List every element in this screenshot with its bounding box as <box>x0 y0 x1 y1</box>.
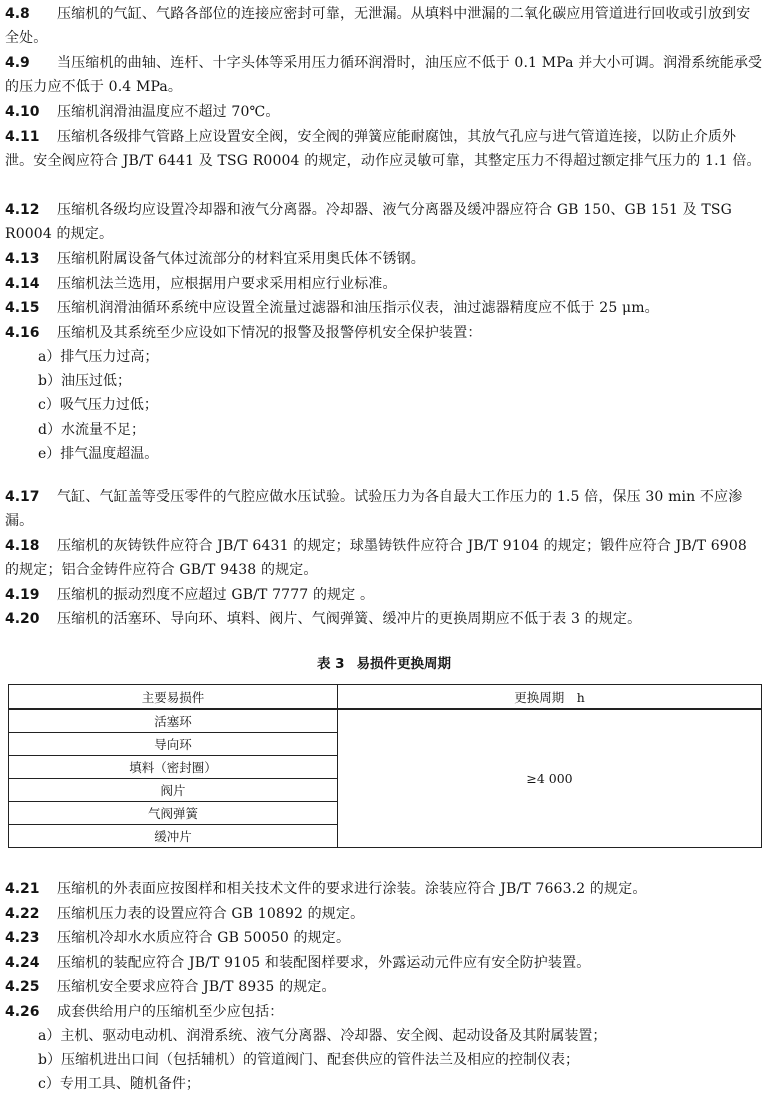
period-cell: ≥4 000 <box>338 709 762 848</box>
clause-number: 4.19 <box>5 587 40 603</box>
clause-text: 压缩机及其系统至少应设如下情况的报警及报警停机安全保护装置： <box>57 325 482 341</box>
clause-number: 4.8 <box>5 6 30 22</box>
clause-text: 压缩机冷却水水质应符合 GB 50050 的规定。 <box>57 930 351 946</box>
part-cell: 缓冲片 <box>9 825 338 848</box>
table-title <box>0 652 768 672</box>
clause-text: 压缩机的振动烈度不应超过 GB/T 7777 的规定 。 <box>57 587 375 603</box>
clause-text: 压缩机压力表的设置应符合 GB 10892 的规定。 <box>57 906 365 922</box>
clause-4-21 <box>5 877 763 901</box>
list-item: e）排气温度超温。 <box>38 445 159 462</box>
wear-parts-table <box>8 684 762 848</box>
clause-number: 4.10 <box>5 104 40 120</box>
clause-text: 压缩机各级排气管路上应设置安全阀，安全阀的弹簧应能耐腐蚀，其放气孔应与进气管道连接，以防止介质外泄。安全阀应符合 JB/T 6441 及 TSG R0004 的规定，动作应灵敏可靠，其整定压力不得超过额定排气压力的 1.1 倍。 <box>5 129 761 170</box>
clause-4-8 <box>5 2 763 50</box>
alarm-list <box>38 345 758 466</box>
clause-4-26 <box>5 1000 763 1024</box>
clause-4-18 <box>5 534 763 582</box>
clause-number: 4.14 <box>5 276 40 292</box>
clause-number: 4.18 <box>5 538 40 554</box>
list-item: d）水流量不足； <box>38 421 145 438</box>
part-cell: 阀片 <box>9 779 338 802</box>
table-number: 表 3 <box>316 656 345 672</box>
clause-text: 当压缩机的曲轴、连杆、十字头体等采用压力循环润滑时，油压应不低于 0.1 MPa 并大小可调。润滑系统能承受的压力应不低于 0.4 MPa。 <box>5 55 763 96</box>
clause-4-19 <box>5 583 763 607</box>
clause-number: 4.21 <box>5 881 40 897</box>
clause-text: 气缸、气缸盖等受压零件的气腔应做水压试验。试验压力为各自最大工作压力的 1.5 倍，保压 30 min 不应渗漏。 <box>5 489 743 530</box>
clause-number: 4.23 <box>5 930 40 946</box>
part-cell: 活塞环 <box>9 709 338 733</box>
clause-number: 4.9 <box>5 55 30 71</box>
clause-4-20 <box>5 607 763 631</box>
clause-4-12 <box>5 198 763 246</box>
clause-4-10 <box>5 100 763 124</box>
clause-4-24 <box>5 951 763 975</box>
clause-text: 压缩机的装配应符合 JB/T 9105 和装配图样要求，外露运动元件应有安全防护装置。 <box>57 955 591 971</box>
list-item: b）压缩机进出口间（包括辅机）的管道阀门、配套供应的管件法兰及相应的控制仪表； <box>38 1052 579 1069</box>
clause-4-13 <box>5 247 763 271</box>
column-header-parts: 主要易损件 <box>9 685 338 710</box>
clause-text: 压缩机润滑油温度应不超过 70℃。 <box>57 104 280 120</box>
clause-4-16 <box>5 321 763 345</box>
clause-4-11 <box>5 125 763 173</box>
clause-text: 压缩机安全要求应符合 JB/T 8935 的规定。 <box>57 979 336 995</box>
clause-number: 4.11 <box>5 129 40 145</box>
clause-4-14 <box>5 272 763 296</box>
clause-4-15 <box>5 296 763 320</box>
clause-4-22 <box>5 902 763 926</box>
clause-number: 4.25 <box>5 979 40 995</box>
table-header-row <box>9 685 762 710</box>
clause-text: 压缩机法兰选用，应根据用户要求采用相应行业标准。 <box>57 276 397 292</box>
clause-4-17 <box>5 485 763 533</box>
list-item: a）主机、驱动电动机、润滑系统、液气分离器、冷却器、安全阀、起动设备及其附属装置； <box>38 1028 607 1044</box>
clause-text: 成套供给用户的压缩机至少应包括： <box>57 1004 284 1020</box>
clause-text: 压缩机润滑油循环系统中应设置全流量过滤器和油压指示仪表，油过滤器精度应不低于 25 μm。 <box>57 300 659 316</box>
clause-number: 4.17 <box>5 489 40 505</box>
supply-list <box>38 1024 758 1097</box>
clause-text: 压缩机附属设备气体过流部分的材料宜采用奥氏体不锈钢。 <box>57 251 425 267</box>
table-row <box>9 709 762 733</box>
clause-number: 4.20 <box>5 611 40 627</box>
clause-text: 压缩机各级均应设置冷却器和液气分离器。冷却器、液气分离器及缓冲器应符合 GB 150、GB 151 及 TSG R0004 的规定。 <box>5 202 732 243</box>
clause-number: 4.16 <box>5 325 40 341</box>
clause-number: 4.24 <box>5 955 40 971</box>
list-item: c）吸气压力过低； <box>38 397 158 414</box>
clause-text: 压缩机的活塞环、导向环、填料、阀片、气阀弹簧、缓冲片的更换周期应不低于表 3 的规定。 <box>57 611 642 627</box>
list-item: b）油压过低； <box>38 373 131 390</box>
clause-number: 4.22 <box>5 906 40 922</box>
list-item: a）排气压力过高； <box>38 349 159 365</box>
list-item: c）专用工具、随机备件； <box>38 1076 200 1093</box>
clause-text: 压缩机的气缸、气路各部位的连接应密封可靠，无泄漏。从填料中泄漏的二氧化碳应用管道进行回收或引放到安全处。 <box>5 6 751 47</box>
part-cell: 气阀弹簧 <box>9 802 338 825</box>
clause-number: 4.12 <box>5 202 40 218</box>
clause-text: 压缩机的外表面应按图样和相关技术文件的要求进行涂装。涂装应符合 JB/T 7663.2 的规定。 <box>57 881 647 897</box>
clause-number: 4.26 <box>5 1004 40 1020</box>
clause-4-25 <box>5 975 763 999</box>
clause-4-9 <box>5 51 763 99</box>
part-cell: 填料（密封圈） <box>9 756 338 779</box>
clause-number: 4.13 <box>5 251 40 267</box>
clause-number: 4.15 <box>5 300 40 316</box>
clause-4-23 <box>5 926 763 950</box>
column-header-period: 更换周期 h <box>338 685 762 710</box>
table-caption: 易损件更换周期 <box>356 656 452 672</box>
part-cell: 导向环 <box>9 733 338 756</box>
clause-text: 压缩机的灰铸铁件应符合 JB/T 6431 的规定；球墨铸铁件应符合 JB/T 9104 的规定；锻件应符合 JB/T 6908 的规定；铝合金铸件应符合 GB/T 9438 的规定。 <box>5 538 747 579</box>
